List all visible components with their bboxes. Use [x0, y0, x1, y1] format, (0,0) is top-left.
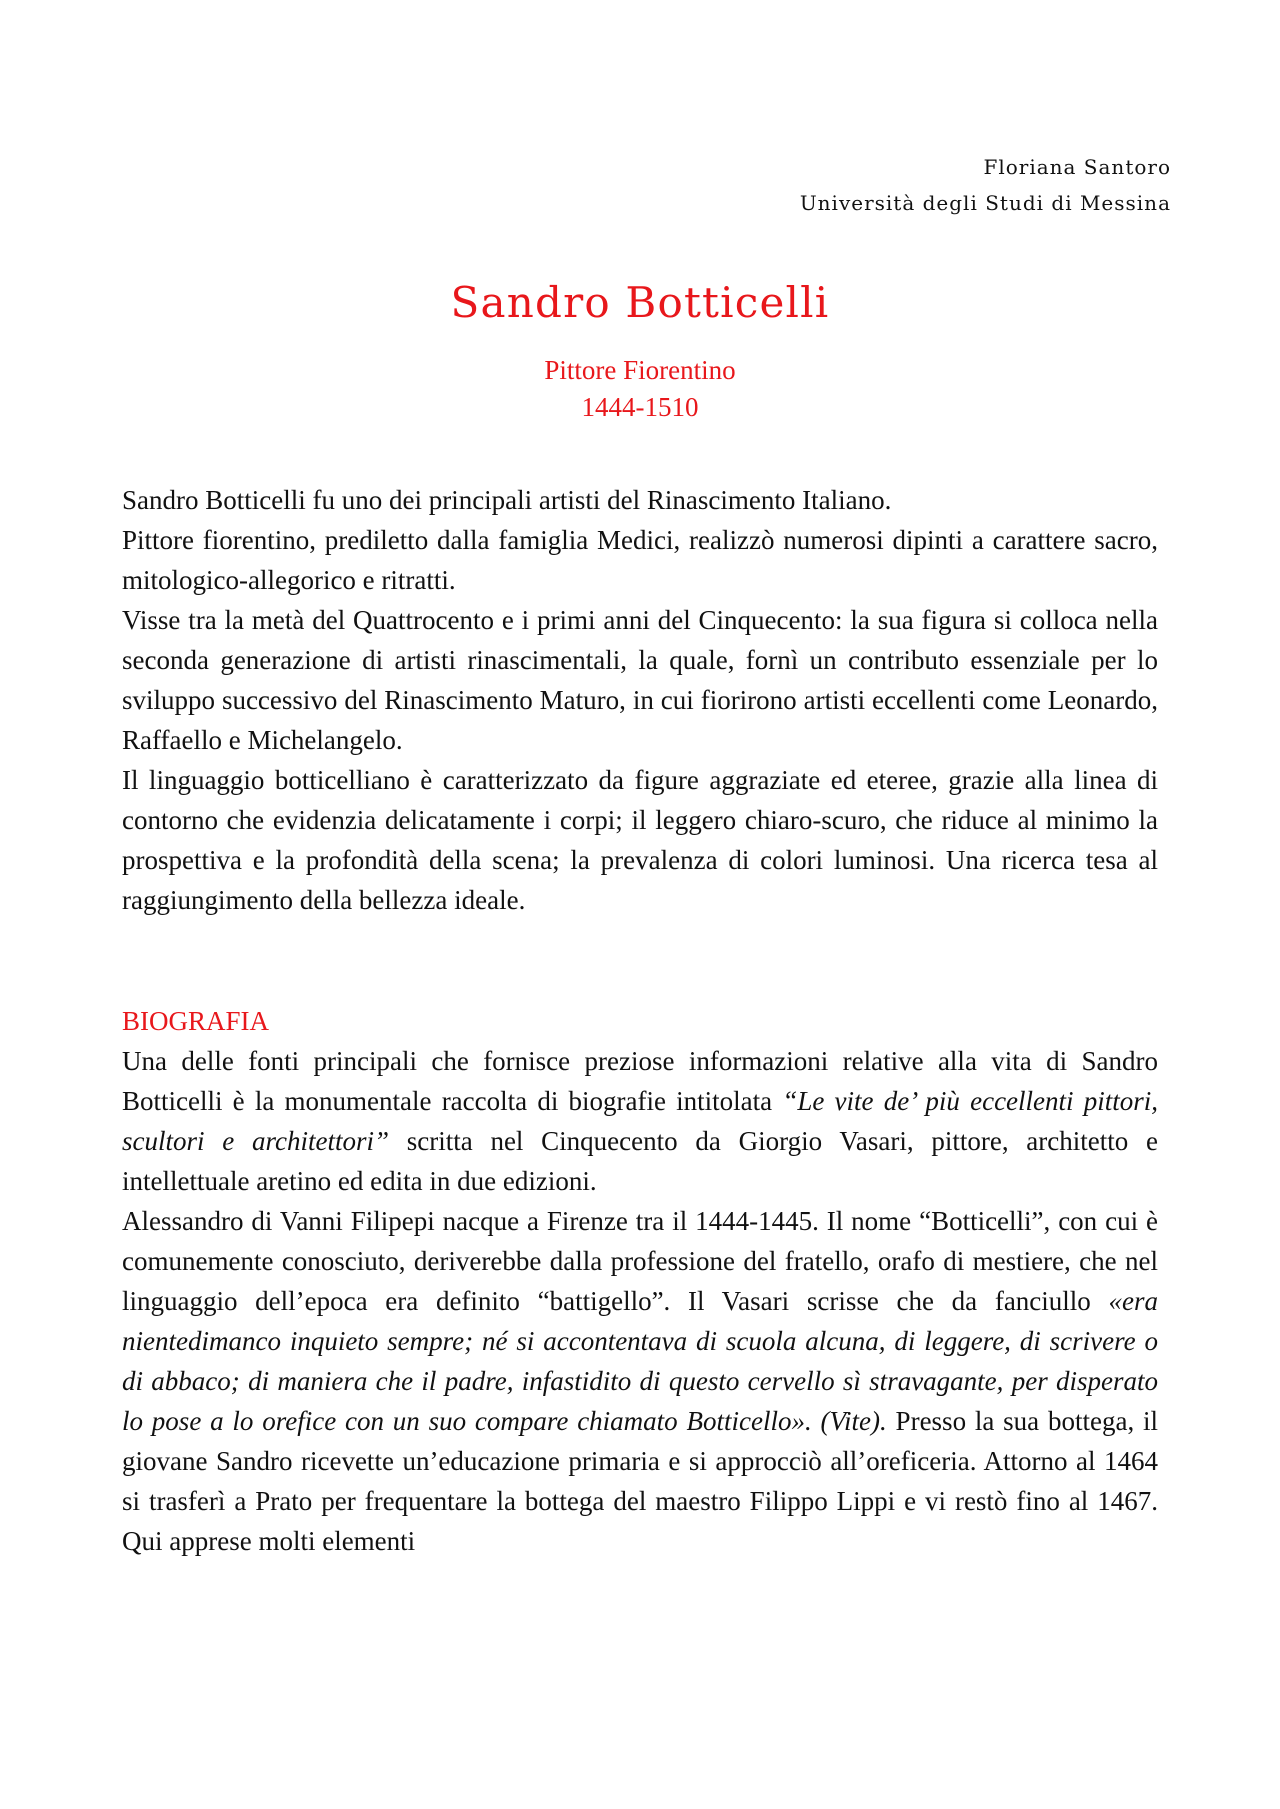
author-block [800, 149, 1171, 221]
intro-paragraph: Sandro Botticelli fu uno dei principali artisti del Rinascimento Italiano. [122, 485, 892, 515]
section-heading-biografia: BIOGRAFIA [122, 1006, 270, 1036]
author-affiliation: Università degli Studi di Messina [799, 191, 1171, 215]
subtitle-dates: 1444-1510 [581, 392, 699, 422]
text-run: Una delle fonti principali che fornisce preziose informazioni relative alla vita di Sandro Botticelli è la monumentale raccolta di biografie intitolata [122, 1046, 1158, 1116]
vasari-quote: «era nientedimanco inquieto sempre; né si accontentava di scuola alcuna, di leggere, di scrivere o di abbaco; di maniera che il padre, infastidito di questo cervello sì stravagante, per disperato lo pose a lo orefice con un suo compare chiamato Botticello». [122, 1286, 1158, 1436]
biografia-section [122, 1041, 1158, 1561]
biografia-paragraph [122, 1041, 1158, 1201]
text-run: Alessandro di Vanni Filipepi nacque a Firenze tra il 1444-1445. Il nome “Botticelli”, con cui è comunemente conosciuto, deriverebbe dalla professione del fratello, orafo di mestiere, che nel linguaggio dell’epoca era definito “battigello”. Il Vasari scrisse che da fanciullo [122, 1206, 1158, 1316]
author-name: Floriana Santoro [983, 155, 1171, 179]
text-run: scritta nel Cinquecento da Giorgio Vasari, pittore, architetto e intellettuale aretino ed edita in due edizioni. [122, 1126, 1158, 1196]
intro-paragraph: Il linguaggio botticelliano è caratterizzato da figure aggraziate ed eteree, grazie alla linea di contorno che evidenzia delicatamente i corpi; il leggero chiaro-scuro, che riduce al minimo la prospettiva e la profondità della scena; la prevalenza di colori luminosi. Una ricerca tesa al raggiungimento della bellezza ideale. [122, 765, 1158, 915]
subtitle-role: Pittore Fiorentino [544, 355, 736, 385]
quote-source: (Vite). [811, 1406, 887, 1436]
subtitle-block [0, 352, 1280, 426]
text-run: Presso la sua bottega, il giovane Sandro ricevette un’educazione primaria e si approcciò all’oreficeria. Attorno al 1464 si trasferì a Prato per frequentare la bottega del maestro Filippo Lippi e vi restò fino al 1467. Qui apprese molti elementi [122, 1406, 1158, 1556]
biografia-paragraph [122, 1201, 1158, 1561]
intro-paragraph: Visse tra la metà del Quattrocento e i primi anni del Cinquecento: la sua figura si colloca nella seconda generazione di artisti rinascimentali, la quale, fornì un contributo essenziale per lo sviluppo successivo del Rinascimento Maturo, in cui fiorirono artisti eccellenti come Leonardo, Raffaello e Michelangelo. [122, 605, 1158, 755]
intro-paragraph: Pittore fiorentino, prediletto dalla famiglia Medici, realizzò numerosi dipinti a carattere sacro, mitologico-allegorico e ritratti. [122, 525, 1158, 595]
intro-section [122, 480, 1158, 920]
page-title: Sandro Botticelli [450, 278, 830, 327]
book-title: “Le vite de’ più eccellenti pittori, scultori e architettori” [122, 1086, 1158, 1156]
